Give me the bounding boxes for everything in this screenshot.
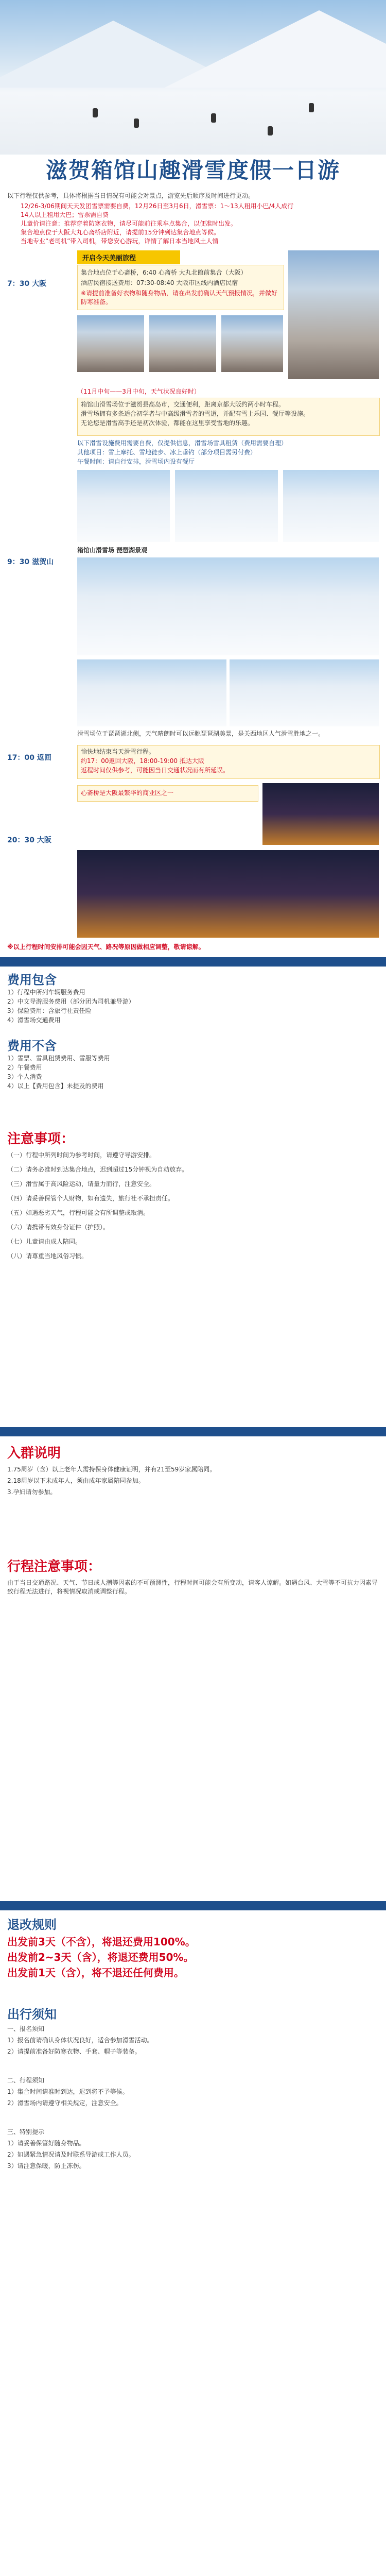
appendix-item: 2）请提前准备好防寒衣物、手套、帽子等装备。 <box>7 2048 141 2055</box>
ski-slope-photo <box>175 470 278 542</box>
appendix-item: 2）如遇紧急情况请及时联系导游或工作人员。 <box>7 2151 135 2158</box>
skier-figure <box>309 103 314 112</box>
time-label: 7：30 大阪 <box>7 280 47 288</box>
note-item: （七）儿童请由成人陪同。 <box>7 1238 82 1245</box>
note-item: （二）请务必准时到达集合地点，迟到超过15分钟视为自动放弃。 <box>7 1166 188 1173</box>
trip-title: 行程注意事项： <box>7 1559 101 1574</box>
time-label: 9：30 滋贺山 <box>7 558 54 566</box>
section-tag: 开启今天美丽旅程 <box>77 250 180 264</box>
mountain-shape <box>165 10 386 88</box>
ski-slope-photo <box>77 470 170 542</box>
osaka-street-photo <box>288 250 379 379</box>
trip-body: 由于当日交通路况、天气、节日或人潮等因素的不可预测性，行程时间可能会有所变动，请客人谅解。如遇台风、大雪等不可抗力因素导致行程无法进行，将视情况取消或调整行程。 <box>7 1579 378 1595</box>
note-item: （三）滑雪属于高风险运动，请量力而行，注意安全。 <box>7 1180 156 1188</box>
intro-text: 以下行程仅供参考，具体将根据当日情况有可能会对景点，游览先后顺序及时间进行更动。 <box>7 192 255 199</box>
biwa-lake-view-photo <box>77 557 379 655</box>
excl-item: 3）个人消费 <box>7 1073 42 1080</box>
detail-line: 集合地点位于心斋桥，6:40 心斋桥 大丸北館前集合（大阪） <box>81 269 247 276</box>
sub-info: 其他项目：雪上摩托、雪地徒步、冰上垂钓（部分项目需另付费） <box>77 449 257 456</box>
notice-line: 儿童价请注意：推荐穿着防寒衣物，请尽可能前往乘车点集合，以便准时出发。 <box>21 220 237 227</box>
refund-item: 出发前2~3天（含），将退还费用50%。 <box>7 1951 194 1963</box>
return-line: 约17：00返回大阪，18:00-19:00 抵达大阪 <box>81 757 204 765</box>
notice-line: 14人以上租用大巴；雪票需自费 <box>21 211 109 218</box>
section-divider <box>0 1901 386 1910</box>
ski-intro-box <box>77 398 380 436</box>
appendix-title: 出行须知 <box>7 2007 57 2022</box>
snow-park-photo <box>77 659 226 726</box>
hero-ski-slope-image <box>0 0 386 155</box>
excl-title: 费用不含 <box>7 1039 57 1053</box>
detail-line: 酒店民宿接送费用：07:30-08:40 大阪市区线内酒店民宿 <box>81 279 238 286</box>
refund-item: 出发前1天（含），将不退还任何费用。 <box>7 1967 184 1979</box>
excl-item: 2）午餐费用 <box>7 1064 42 1071</box>
adult-item: 3.孕妇请勿参加。 <box>7 1488 57 1496</box>
note-item: （五）如遇恶劣天气，行程可能会有所调整或取消。 <box>7 1209 150 1216</box>
schedule-disclaimer: ※以上行程时间安排可能会因天气、路况等原因做相应调整，敬请谅解。 <box>7 943 205 951</box>
shinsaibashi-photo <box>221 315 283 372</box>
fees-title: 费用包含 <box>7 973 57 987</box>
appendix-item: 一、报名须知 <box>7 2025 45 2032</box>
dotonbori-photo <box>262 783 379 845</box>
shopping-street-photo <box>77 850 379 938</box>
ski-intro-line: 滑雪场拥有多条适合初学者与中高级滑雪者的雪道，并配有雪上乐园、餐厅等设施。 <box>81 410 310 417</box>
detail-line: ※请提前准备好衣物和随身物品，请在出发前确认天气预报情况，并做好防寒准备。 <box>81 290 278 306</box>
ski-desc: 滑雪场位于琵琶湖北侧，天气晴朗时可以远眺琵琶湖美景，是关西地区人气滑雪胜地之一。 <box>77 730 325 737</box>
ski-intro-line: 无论您是滑雪高手还是初次体验，都能在这里享受雪地的乐趣。 <box>81 419 254 427</box>
fee-item: 1）行程中所列车辆服务费用 <box>7 989 85 996</box>
return-line: 愉快地结束当天滑雪行程。 <box>81 748 155 755</box>
section-divider <box>0 957 386 967</box>
ski-caption: 箱馆山滑雪场 琵琶湖景观 <box>77 547 148 554</box>
appendix-item: 1）报名前请确认身体状况良好，适合参加滑雪活动。 <box>7 2037 153 2044</box>
adult-title: 入群说明 <box>7 1446 61 1461</box>
appendix-item: 2）滑雪场内请遵守相关规定，注意安全。 <box>7 2099 122 2107</box>
ski-intro-line: 箱馆山滑雪场位于滋贺县高岛市，交通便利，距离京都大阪约两小时车程。 <box>81 401 285 408</box>
page-title: 滋贺箱馆山趣滑雪度假一日游 <box>45 158 340 183</box>
ski-slope-photo <box>283 470 379 542</box>
skier-figure <box>134 118 139 128</box>
fee-item: 3）保险费用：含旅行社责任险 <box>7 1007 92 1014</box>
time-label: 17：00 返回 <box>7 754 51 762</box>
notice-line: 集合地点位于大阪大丸心斋桥店附近，请提前15分钟到达集合地点等候。 <box>21 229 220 236</box>
excl-item: 4）以上【费用包含】未提及的费用 <box>7 1082 104 1090</box>
return-line: 返程时间仅供参考，可能因当日交通状况而有所延误。 <box>81 767 230 774</box>
notes-title: 注意事项： <box>7 1131 75 1147</box>
refund-title: 退改规则 <box>7 1918 57 1932</box>
appendix-item: 1）请妥善保管好随身物品。 <box>7 2140 85 2147</box>
morning-detail-box <box>77 265 284 310</box>
notice-line: 当地专业“老司机”带入司机，带您安心游玩，详情了解日本当地风土人情 <box>21 238 219 245</box>
appendix-item: 3）请注意保暖，防止冻伤。 <box>7 2162 85 2170</box>
return-box <box>77 745 380 779</box>
time-label: 20：30 大阪 <box>7 836 51 844</box>
adult-item: 2.18周岁以下未成年人，须由成年家属陪同参加。 <box>7 1477 145 1484</box>
pm-box <box>77 785 258 802</box>
note-item: （四）请妥善保管个人财物，如有遗失，旅行社不承担责任。 <box>7 1195 174 1202</box>
pm-line: 心斋桥是大阪最繁华的商业区之一 <box>81 789 174 796</box>
skier-figure <box>268 126 273 135</box>
skier-figure <box>93 108 98 117</box>
note-item: （六）请携带有效身份证件（护照）。 <box>7 1224 110 1231</box>
notice-line: 12/26-3/06期间天天发团雪票需要自费，12月26日至3月6日，滑雪票：1～13人租用小巴/4人成行 <box>21 202 294 210</box>
fee-item: 2）中文导游服务费用（部分团为司机兼导游） <box>7 998 135 1005</box>
appendix-item: 三、特别提示 <box>7 2128 45 2136</box>
shinsaibashi-photo <box>149 315 216 372</box>
fee-item: 4）滑雪场交通费用 <box>7 1016 61 1024</box>
appendix-item: 二、行程须知 <box>7 2077 45 2084</box>
shinsaibashi-photo <box>77 315 144 372</box>
note-item: （八）请尊重当地风俗习惯。 <box>7 1252 88 1260</box>
excl-item: 1）雪票、雪具租赁费用、雪服等费用 <box>7 1055 110 1062</box>
section-divider <box>0 1427 386 1436</box>
sub-info: 午餐时间：请自行安排，滑雪场内设有餐厅 <box>77 458 195 465</box>
appendix-item: 1）集合时间请准时到达，迟到将不予等候。 <box>7 2088 129 2095</box>
skier-figure <box>211 113 216 123</box>
adult-item: 1.75周岁（含）以上老年人需持保身体健康证明，并有21至59岁家属陪同。 <box>7 1466 216 1473</box>
note-item: （一）行程中所列时间为参考时间，请遵守导游安排。 <box>7 1151 156 1159</box>
snow-park-photo <box>230 659 379 726</box>
mid-note: （11月中旬——3月中旬，天气状况良好时） <box>77 388 200 395</box>
refund-item: 出发前3天（不含），将退还费用100%。 <box>7 1936 196 1948</box>
sub-info: 以下滑雪设施费用需要自费，仅提供信息，滑雪场雪具租赁（费用需要自理） <box>77 439 288 447</box>
